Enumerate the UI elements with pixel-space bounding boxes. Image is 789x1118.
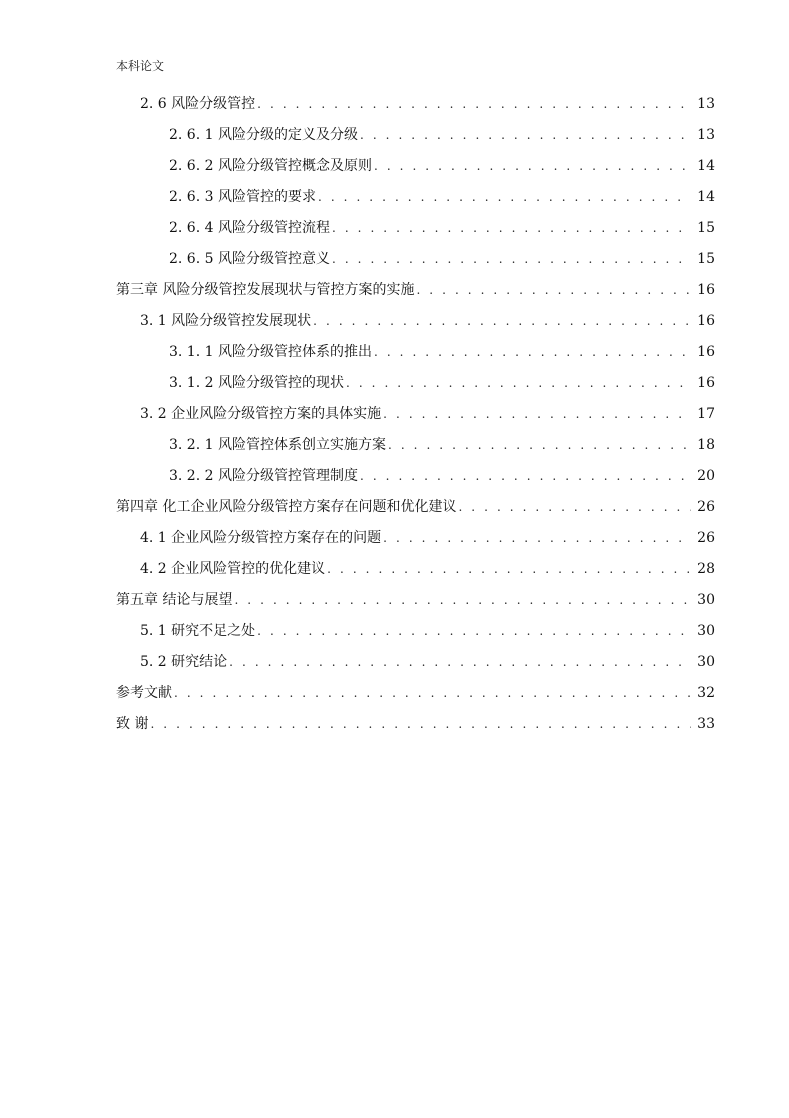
running-header: 本科论文: [116, 59, 165, 73]
toc-entry[interactable]: [116, 275, 715, 306]
toc-entry-label: 4. 2 企业风险管控的优化建议: [140, 554, 327, 585]
toc-dot-leader: [332, 213, 691, 244]
toc-page-number: 16: [697, 313, 715, 329]
toc-entry[interactable]: [169, 182, 715, 213]
toc-page-number: 17: [697, 406, 715, 422]
toc-entry[interactable]: [169, 368, 715, 399]
toc-entry-label: 3. 2 企业风险分级管控方案的具体实施: [140, 399, 383, 430]
toc-entry[interactable]: [169, 337, 715, 368]
toc-page-number: 30: [697, 592, 715, 608]
toc-dot-leader: [174, 678, 691, 709]
toc-entry[interactable]: [169, 213, 715, 244]
toc-entry[interactable]: [116, 492, 715, 523]
toc-page-number: 33: [697, 716, 715, 732]
toc-entry-label: 第五章 结论与展望: [116, 585, 234, 616]
toc-dot-leader: [150, 709, 691, 740]
toc-dot-leader: [383, 399, 691, 430]
toc-page-number: 13: [697, 127, 715, 143]
toc-dot-leader: [257, 616, 691, 647]
toc-entry[interactable]: [169, 461, 715, 492]
toc-entry-label: 2. 6. 2 风险分级管控概念及原则: [169, 151, 374, 182]
toc-entry-label: 2. 6. 5 风险分级管控意义: [169, 244, 332, 275]
header-rule: [112, 80, 716, 81]
toc-entry[interactable]: [116, 585, 715, 616]
toc-dot-leader: [332, 244, 691, 275]
toc-page-number: 15: [697, 251, 715, 267]
toc-entry-label: 2. 6. 4 风险分级管控流程: [169, 213, 332, 244]
toc-page-number: 30: [697, 654, 715, 670]
toc-entry-label: 参考文献: [116, 678, 174, 709]
toc-dot-leader: [346, 368, 691, 399]
toc-page-number: 32: [697, 685, 715, 701]
toc-entry-label: 3. 2. 2 风险分级管控管理制度: [169, 461, 360, 492]
toc-page-number: 15: [697, 220, 715, 236]
toc-entry[interactable]: [169, 151, 715, 182]
toc-dot-leader: [360, 120, 691, 151]
toc-page-number: 16: [697, 282, 715, 298]
toc-dot-leader: [318, 182, 691, 213]
toc-entry[interactable]: [140, 306, 715, 337]
toc-entry-label: 4. 1 企业风险分级管控方案存在的问题: [140, 523, 383, 554]
toc-entry[interactable]: [140, 647, 715, 678]
toc-entry[interactable]: [169, 244, 715, 275]
toc-entry-label: 3. 1 风险分级管控发展现状: [140, 306, 313, 337]
toc-dot-leader: [257, 89, 691, 120]
toc-dot-leader: [360, 461, 691, 492]
toc-entry-label: 2. 6 风险分级管控: [140, 89, 257, 120]
toc-dot-leader: [458, 492, 691, 523]
toc-page-number: 16: [697, 344, 715, 360]
toc-entry[interactable]: [140, 89, 715, 120]
toc-dot-leader: [374, 337, 691, 368]
toc-page-number: 16: [697, 375, 715, 391]
toc-entry-label: 3. 1. 1 风险分级管控体系的推出: [169, 337, 374, 368]
toc-dot-leader: [374, 151, 691, 182]
toc-dot-leader: [383, 523, 691, 554]
toc-entry-label: 2. 6. 3 风险管控的要求: [169, 182, 318, 213]
toc-page-number: 26: [697, 499, 715, 515]
toc-page-number: 13: [697, 96, 715, 112]
toc-page-number: 28: [697, 561, 715, 577]
toc-page-number: 14: [697, 189, 715, 205]
toc-entry-label: 3. 1. 2 风险分级管控的现状: [169, 368, 346, 399]
toc-entry[interactable]: [140, 399, 715, 430]
toc-entry[interactable]: [140, 523, 715, 554]
toc-dot-leader: [416, 275, 691, 306]
toc-entry-label: 致 谢: [116, 709, 150, 740]
toc-page-number: 30: [697, 623, 715, 639]
toc-page-number: 14: [697, 158, 715, 174]
toc-dot-leader: [234, 585, 691, 616]
toc-dot-leader: [388, 430, 691, 461]
toc-dot-leader: [313, 306, 691, 337]
toc-entry[interactable]: [140, 554, 715, 585]
toc-dot-leader: [229, 647, 691, 678]
toc-dot-leader: [327, 554, 691, 585]
toc-entry-label: 3. 2. 1 风险管控体系创立实施方案: [169, 430, 388, 461]
toc-page-number: 18: [697, 437, 715, 453]
toc-page-number: 20: [697, 468, 715, 484]
toc-entry-label: 第四章 化工企业风险分级管控方案存在问题和优化建议: [116, 492, 458, 523]
toc-entry-label: 5. 1 研究不足之处: [140, 616, 257, 647]
toc-entry[interactable]: [169, 120, 715, 151]
toc-entry-label: 第三章 风险分级管控发展现状与管控方案的实施: [116, 275, 416, 306]
toc-entry[interactable]: [116, 709, 715, 740]
toc-entry[interactable]: [140, 616, 715, 647]
toc-entry[interactable]: [116, 678, 715, 709]
toc-entry-label: 2. 6. 1 风险分级的定义及分级: [169, 120, 360, 151]
toc-entry-label: 5. 2 研究结论: [140, 647, 229, 678]
toc-page-number: 26: [697, 530, 715, 546]
toc-entry[interactable]: [169, 430, 715, 461]
